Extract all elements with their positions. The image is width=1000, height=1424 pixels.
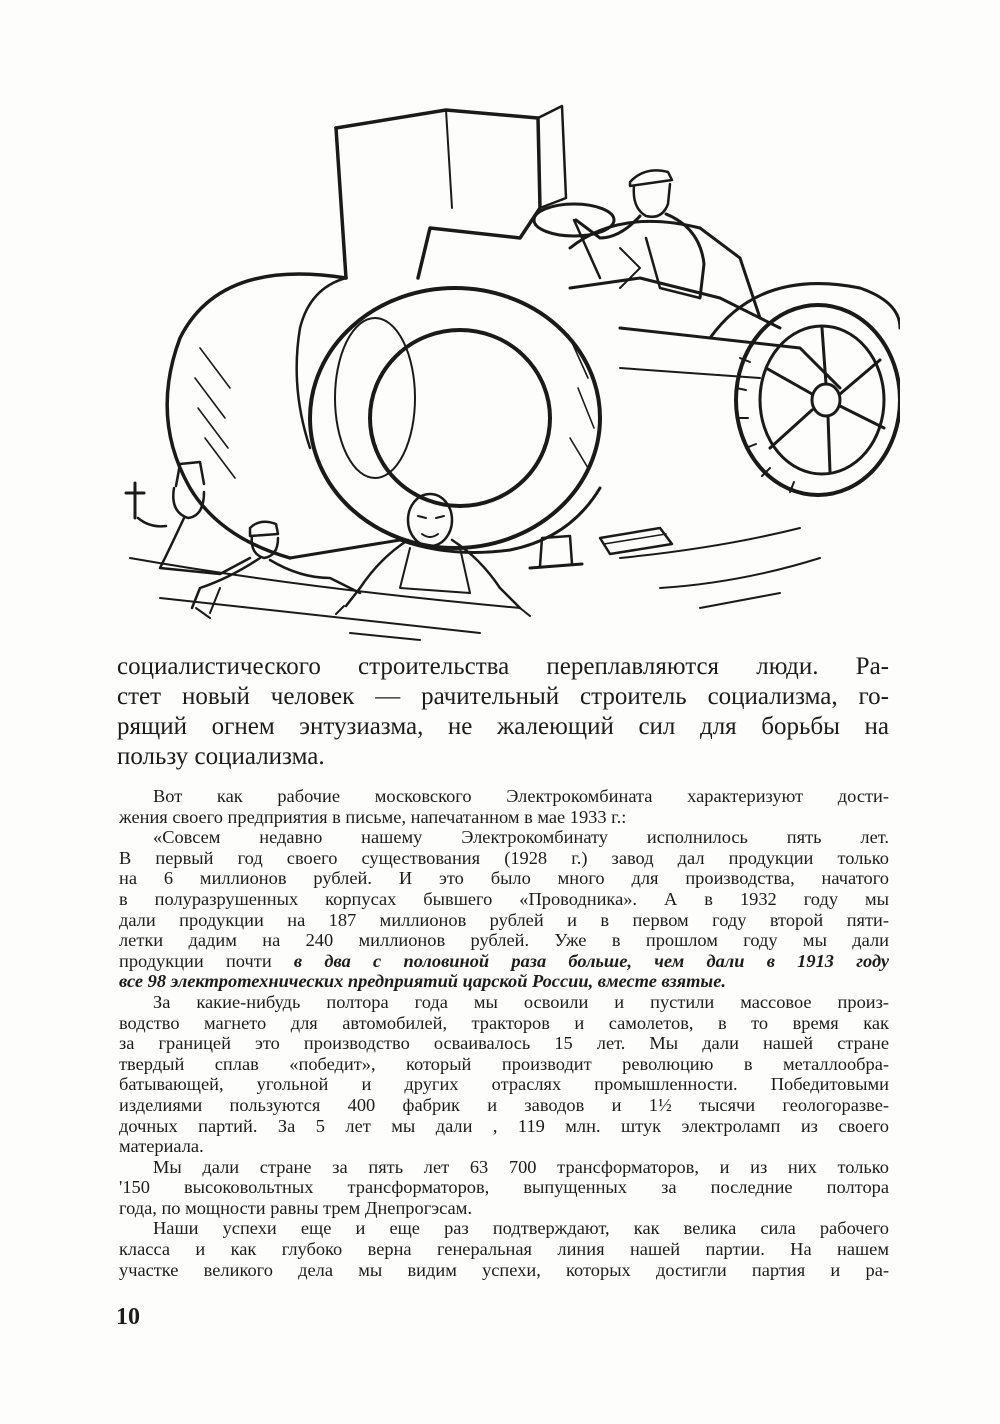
text-segment: года, по мощности равны трем Днепрогэсам.	[119, 1197, 472, 1218]
text-segment: рящий огнем энтузиазма, не жалеющий сил для борьбы на	[117, 713, 889, 740]
text-line	[119, 930, 889, 951]
text-line	[119, 1013, 889, 1034]
book-on-ground	[600, 528, 672, 554]
text-line	[119, 1239, 889, 1260]
text-line	[119, 1260, 889, 1281]
fat-man-figure	[336, 494, 530, 616]
text-line	[119, 889, 889, 910]
priest-figure	[126, 462, 250, 574]
text-segment: изделиями пользуются 400 фабрик и заводов и 1½ тысячи геологоразве-	[119, 1094, 889, 1115]
text-line	[119, 1074, 889, 1095]
text-segment: участке великого дела мы видим успехи, которых достигли партия и ра-	[119, 1259, 889, 1280]
text-segment: в полуразрушенных корпусах бывшего «Проводника». А в 1932 году мы	[119, 888, 889, 909]
body-text	[119, 786, 889, 1280]
text-line	[119, 1218, 889, 1239]
text-segment: жения своего предприятия в письме, напечатанном в мае 1933 г.:	[119, 806, 627, 827]
text-segment: продукции почти	[119, 950, 294, 971]
text-line	[119, 827, 889, 848]
cartoon-illustration	[100, 88, 900, 648]
paragraph	[119, 1218, 889, 1280]
text-segment: твердый сплав «победит», который производит революцию в металлообра-	[119, 1053, 889, 1074]
text-line	[117, 712, 889, 742]
page-number: 10	[116, 1304, 140, 1330]
five-steamroller-drawing	[100, 88, 900, 648]
text-segment: батывающей, угольной и других отраслях промышленности. Победитовыми	[119, 1074, 889, 1095]
text-segment: водство магнето для автомобилей, тракторов и самолетов, в то время как	[119, 1012, 889, 1033]
text-segment: социалистического строительства переплавляются люди. Ра-	[117, 653, 889, 680]
text-segment: дали продукции на 187 миллионов рублей и в первом году второй пяти-	[119, 909, 889, 930]
text-line	[119, 1177, 889, 1198]
text-segment: материала.	[119, 1136, 204, 1157]
text-line	[117, 652, 889, 682]
text-line	[119, 971, 889, 992]
text-line	[119, 786, 889, 807]
text-line	[119, 807, 889, 828]
text-segment: летки дадим на 240 миллионов рублей. Уже в прошлом году мы дали	[119, 930, 889, 951]
text-segment: За какие-нибудь полтора года мы освоили и пустили массовое произ-	[153, 991, 889, 1012]
text-segment: на 6 миллионов рублей. И это было много для производства, начатого	[119, 868, 889, 889]
text-line	[119, 1116, 889, 1137]
text-segment: дочных партий. За 5 лет мы дали , 119 млн. штук электроламп из своего	[119, 1115, 889, 1136]
spoked-wheel	[710, 284, 900, 495]
text-line	[119, 848, 889, 869]
text-line	[119, 910, 889, 931]
text-segment: «Совсем недавно нашему Электрокомбинату исполнилось пять лет.	[153, 827, 889, 848]
text-line	[119, 951, 889, 972]
paragraph	[119, 827, 889, 992]
text-line	[117, 682, 889, 712]
text-line	[119, 1033, 889, 1054]
number-five	[167, 106, 600, 558]
text-segment: стет новый человек — рачительный строитель социализма, го-	[117, 683, 889, 710]
text-segment: Мы дали стране за пять лет 63 700 трансформаторов, и из них только	[153, 1156, 889, 1177]
text-line	[119, 1054, 889, 1075]
paragraph	[119, 992, 889, 1157]
paragraph	[119, 786, 889, 827]
text-line	[119, 1198, 889, 1219]
lead-paragraph	[117, 652, 889, 772]
text-line	[117, 742, 889, 772]
text-segment: класса и как глубоко верна генеральная линия нашей партии. На нашем	[119, 1239, 889, 1260]
text-segment: В первый год своего существования (1928 г.) завод дал продукции только	[119, 847, 889, 868]
paragraph	[119, 1157, 889, 1219]
text-segment: Наши успехи еще и еще раз подтверждают, как велика сила рабочего	[153, 1218, 889, 1239]
text-segment: за границей это производство осваивалось 15 лет. Мы дали нашей стране	[119, 1033, 889, 1054]
text-line	[119, 992, 889, 1013]
italic-text-segment: в два с половиной раза больше, чем дали в 1913 году	[293, 950, 889, 971]
text-line	[119, 1136, 889, 1157]
text-line	[119, 1095, 889, 1116]
text-line	[119, 868, 889, 889]
italic-text-segment: все 98 электротехнических предприятий царской России, вместе взятые.	[119, 971, 726, 992]
text-segment: пользу социализма.	[117, 743, 325, 770]
text-line	[119, 1157, 889, 1178]
text-segment: Вот как рабочие московского Электрокомбината характеризуют дости-	[153, 786, 889, 806]
text-segment: '150 высоковольтных трансформаторов, выпущенных за последние полтора	[119, 1177, 889, 1198]
